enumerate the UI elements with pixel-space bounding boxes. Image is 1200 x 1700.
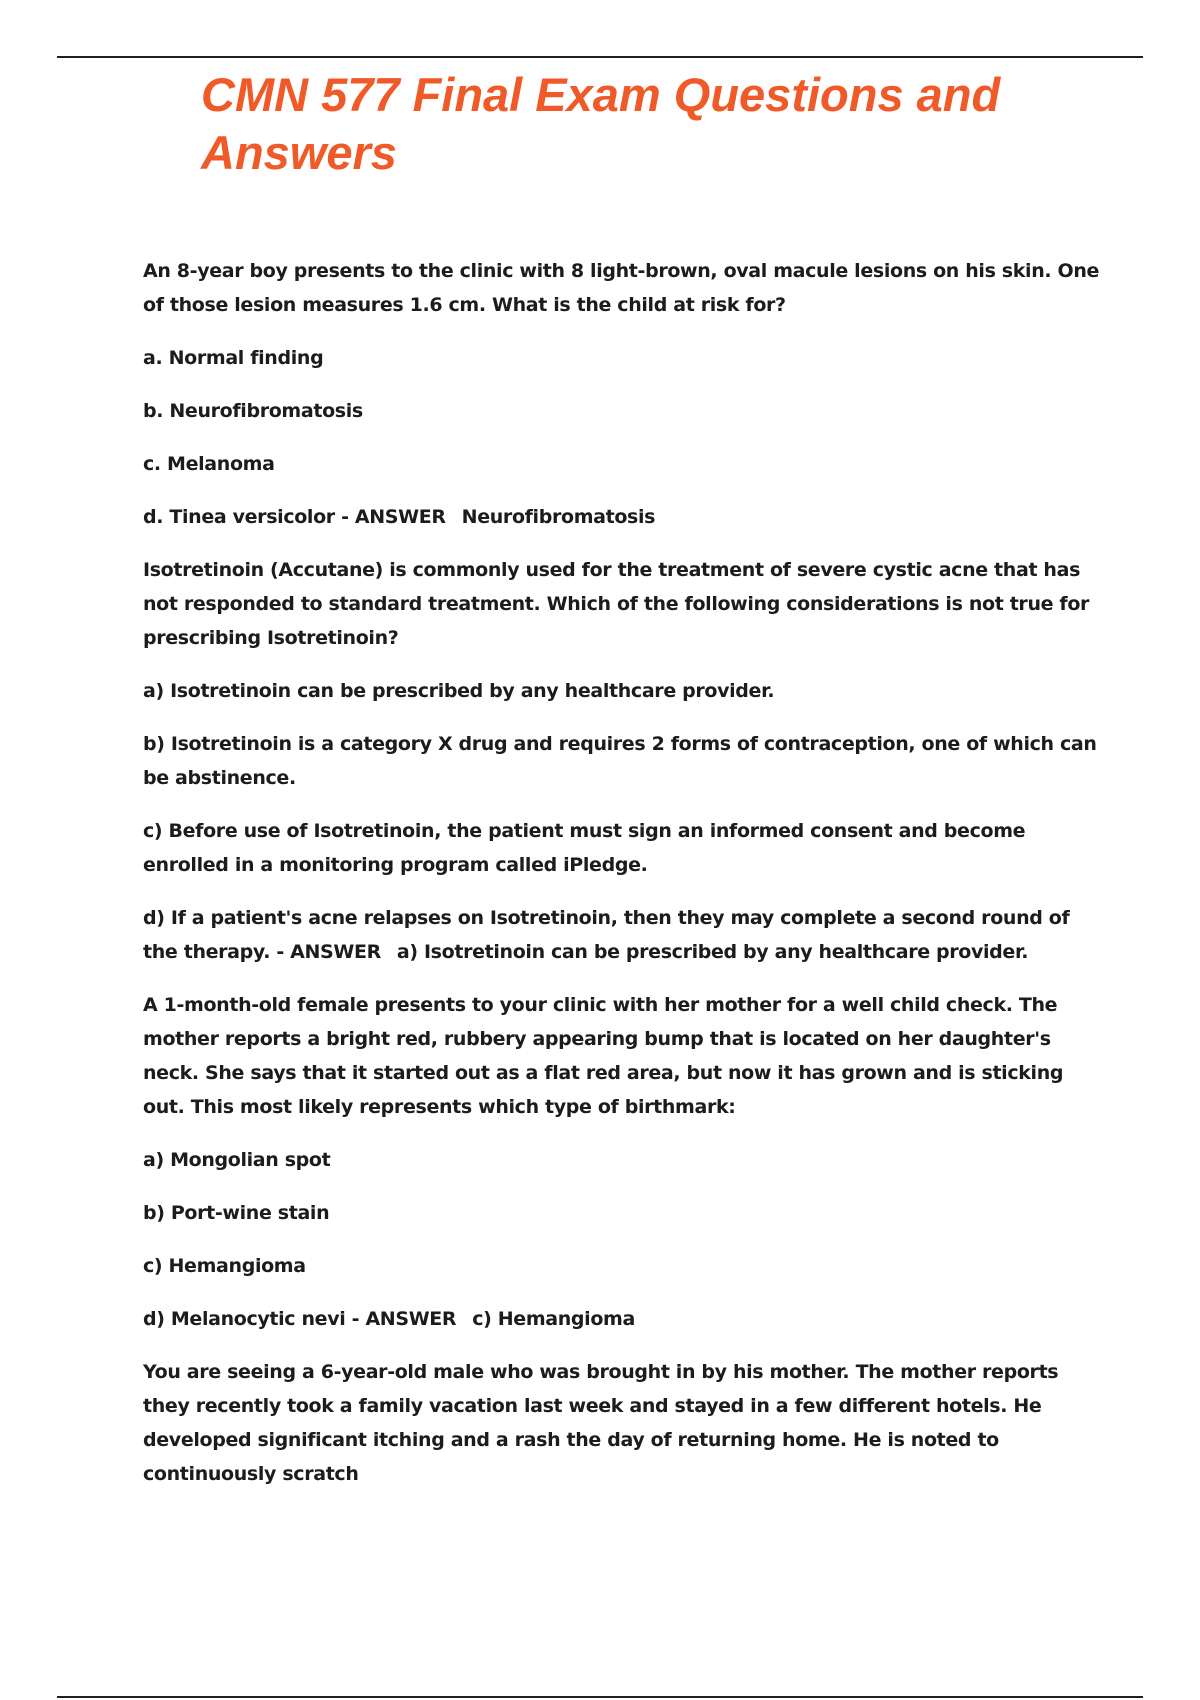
question-2-option-d: d) If a patient's acne relapses on Isotretinoin, then they may complete a second round of the therapy. - ANSWER <box>143 907 1076 963</box>
question-1-option-b: b. Neurofibromatosis <box>143 400 363 422</box>
question-2-option-a: a) Isotretinoin can be prescribed by any healthcare provider. <box>143 680 775 702</box>
question-1-option-c: c. Melanoma <box>143 453 275 475</box>
top-rule <box>57 56 1143 58</box>
question-3-answer: c) Hemangioma <box>472 1308 635 1330</box>
question-1-answer: Neurofibromatosis <box>461 506 656 528</box>
document-body <box>143 254 1106 1510</box>
question-3-option-a: a) Mongolian spot <box>143 1149 331 1171</box>
question-2-option-d-answer <box>143 901 1103 969</box>
question-3-stem: A 1-month-old female presents to your clinic with her mother for a well child check. The mother reports a bright red, rubbery appearing bump that is located on her daughter's neck. She says that it started out as a flat red area, but now it has grown and is sticking out. This most likely represents which type of birthmark: <box>143 994 1070 1118</box>
question-1-option-d: d. Tinea versicolor - ANSWER <box>143 506 446 528</box>
question-3-option-c: c) Hemangioma <box>143 1255 306 1277</box>
question-1-option-d-answer <box>143 500 1103 534</box>
question-2-stem: Isotretinoin (Accutane) is commonly used for the treatment of severe cystic acne that has not responded to standard treatment. Which of the following considerations is not true for prescribing Isotretinoin? <box>143 559 1096 649</box>
question-1-stem: An 8-year boy presents to the clinic with 8 light-brown, oval macule lesions on his skin. One of those lesion measures 1.6 cm. What is the child at risk for? <box>143 260 1106 316</box>
question-3-option-b: b) Port-wine stain <box>143 1202 330 1224</box>
document-title: CMN 577 Final Exam Questions and Answers <box>201 68 1001 179</box>
question-4-stem: You are seeing a 6-year-old male who was brought in by his mother. The mother reports they recently took a family vacation last week and stayed in a few different hotels. He developed significant itching and a rash the day of returning home. He is noted to continuously scratch <box>143 1361 1065 1485</box>
question-2-answer: a) Isotretinoin can be prescribed by any healthcare provider. <box>396 941 1029 963</box>
question-2-option-c: c) Before use of Isotretinoin, the patient must sign an informed consent and become enrolled in a monitoring program called iPledge. <box>143 820 1032 876</box>
question-2-option-b: b) Isotretinoin is a category X drug and requires 2 forms of contraception, one of which can be abstinence. <box>143 733 1103 789</box>
question-3-option-d: d) Melanocytic nevi - ANSWER <box>143 1308 457 1330</box>
question-3-option-d-answer <box>143 1302 1103 1336</box>
question-1-option-a: a. Normal finding <box>143 347 324 369</box>
bottom-rule <box>57 1696 1143 1698</box>
